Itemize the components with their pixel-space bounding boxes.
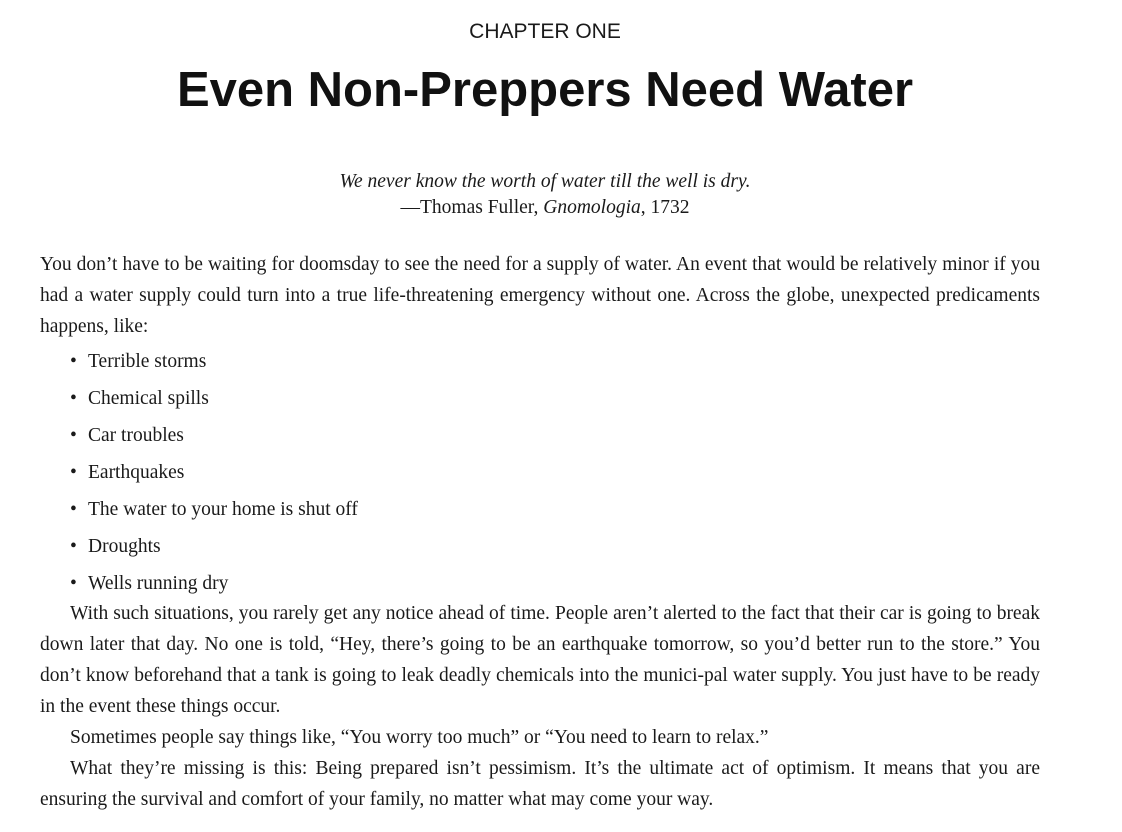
epigraph-quote: We never know the worth of water till the well is dry. xyxy=(339,171,751,192)
epigraph xyxy=(0,169,1090,221)
chapter-body xyxy=(40,249,1040,815)
list-item: • Droughts xyxy=(70,528,1040,565)
intro-paragraph: You don’t have to be waiting for doomsday to see the need for a supply of water. An event that would be relatively minor if you had a water supply could turn into a true life-threatening emergency without one. Across the globe, unexpected predicaments happens, like: xyxy=(40,254,1040,337)
list-item: • Terrible storms xyxy=(70,343,1040,380)
chapter-label: CHAPTER ONE xyxy=(469,20,621,43)
body-paragraph: Sometimes people say things like, “You worry too much” or “You need to learn to relax.” xyxy=(70,727,769,748)
chapter-title: Even Non-Preppers Need Water xyxy=(176,63,914,117)
epigraph-attribution xyxy=(0,195,1090,221)
list-item: • Earthquakes xyxy=(70,454,1040,491)
list-item: • The water to your home is shut off xyxy=(70,491,1040,528)
list-item: • Car troubles xyxy=(70,417,1040,454)
epigraph-author: —Thomas Fuller, xyxy=(400,197,544,218)
body-paragraph: With such situations, you rarely get any notice ahead of time. People aren’t alerted to the fact that their car is going to break down later that day. No one is told, “Hey, there’s going to be an earthquake tomorrow, so you’d better run to the store.” You don’t know beforehand that a tank is going to leak deadly chemicals into the munici-pal water supply. You just have to be ready in the event these things occur. xyxy=(40,603,1040,717)
list-item: • Chemical spills xyxy=(70,380,1040,417)
epigraph-book-title: Gnomologia xyxy=(543,197,641,218)
emergency-list xyxy=(40,343,1040,602)
body-paragraph: What they’re missing is this: Being prepared isn’t pessimism. It’s the ultimate act of optimism. It means that you are ensuring the survival and comfort of your family, no matter what may come your way. xyxy=(40,758,1040,810)
epigraph-year: , 1732 xyxy=(640,197,690,218)
list-item: • Wells running dry xyxy=(70,565,1040,602)
